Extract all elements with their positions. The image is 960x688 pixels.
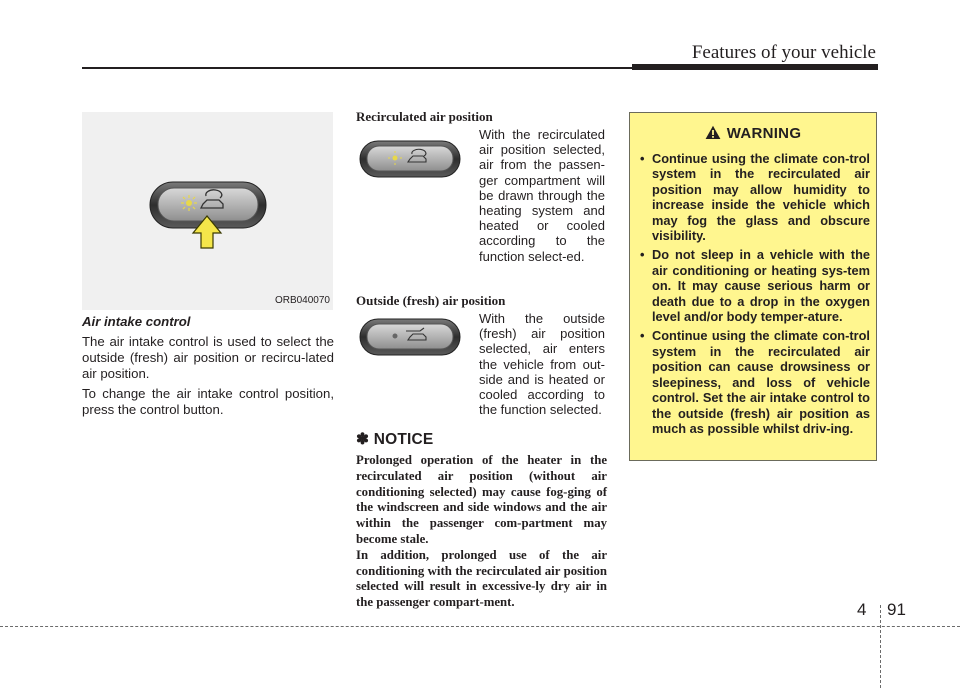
bullet: •	[640, 151, 645, 166]
warning-item	[640, 328, 870, 436]
bullet: •	[640, 247, 645, 263]
warning-title: WARNING	[726, 125, 802, 142]
notice-title: ✽ NOTICE	[356, 431, 434, 448]
warning-item-text: Continue using the climate con-trol system in the recirculated air position may allow humidity to increase inside the vehicle which may fog the glass and obscure visibility.	[652, 151, 870, 244]
header-bar	[632, 64, 878, 70]
warning-item-text: Continue using the climate con-trol system in the recirculated air position can cause drowsiness or sleepiness, and loss of vehicle control. Set the air intake control to the outside (fresh) air position as much as possible whilst driv-ing.	[652, 328, 870, 436]
left-column	[82, 314, 334, 422]
warning-item-text: Do not sleep in a vehicle with the air conditioning or heating sys-tem on. It may cause serious harm or death due to a drop in the oxygen level and/or body temper-ature.	[652, 247, 870, 325]
air-intake-button-illustration	[82, 112, 333, 310]
middle-column	[356, 109, 606, 418]
figure-code: ORB040070	[274, 295, 330, 306]
indicator-light-icon	[181, 195, 197, 211]
page-number: 91	[887, 600, 906, 619]
warning-list	[640, 151, 870, 440]
warning-box	[629, 112, 877, 461]
indicator-light-icon	[393, 334, 398, 339]
fresh-air-description: With the outside (fresh) air position selected, air enters the vehicle from out-side and is heated or cooled according to the function selected.	[479, 311, 605, 418]
body-paragraph: The air intake control is used to select the outside (fresh) air position or recircu-lated air position.	[82, 334, 334, 381]
page-header-title: Features of your vehicle	[691, 42, 876, 63]
body-paragraph: To change the air intake control position, press the control button.	[82, 386, 334, 417]
warning-triangle-icon	[705, 125, 721, 140]
notice-paragraph: In addition, prolonged use of the air conditioning with the recirculated air position selected will result in excessive-ly dry air in the passenger compart-ment.	[356, 547, 607, 610]
recirculated-heading: Recirculated air position	[356, 109, 493, 124]
recirculated-description: With the recirculated air position selected, air from the passen-ger compartment will be drawn through the heating system and heated or cooled according to the function select-ed.	[479, 127, 605, 264]
figure-caption: Air intake control	[82, 314, 191, 329]
bullet: •	[640, 328, 645, 344]
notice-section	[356, 430, 607, 611]
warning-heading	[630, 125, 876, 142]
footer-rule	[0, 626, 960, 627]
warning-item	[640, 247, 870, 324]
warning-item	[640, 151, 870, 243]
air-intake-figure	[82, 112, 333, 310]
recirculated-button-figure	[356, 135, 466, 183]
chapter-number: 4	[857, 600, 867, 619]
fresh-air-heading: Outside (fresh) air position	[356, 293, 506, 308]
footer-divider	[880, 605, 881, 688]
notice-paragraph: Prolonged operation of the heater in the recirculated air position (without air conditioning selected) may cause fog-ging of the windscreen and side windows and the air within the passenger com-partment may become stale.	[356, 453, 607, 546]
fresh-air-button-figure	[356, 313, 466, 361]
